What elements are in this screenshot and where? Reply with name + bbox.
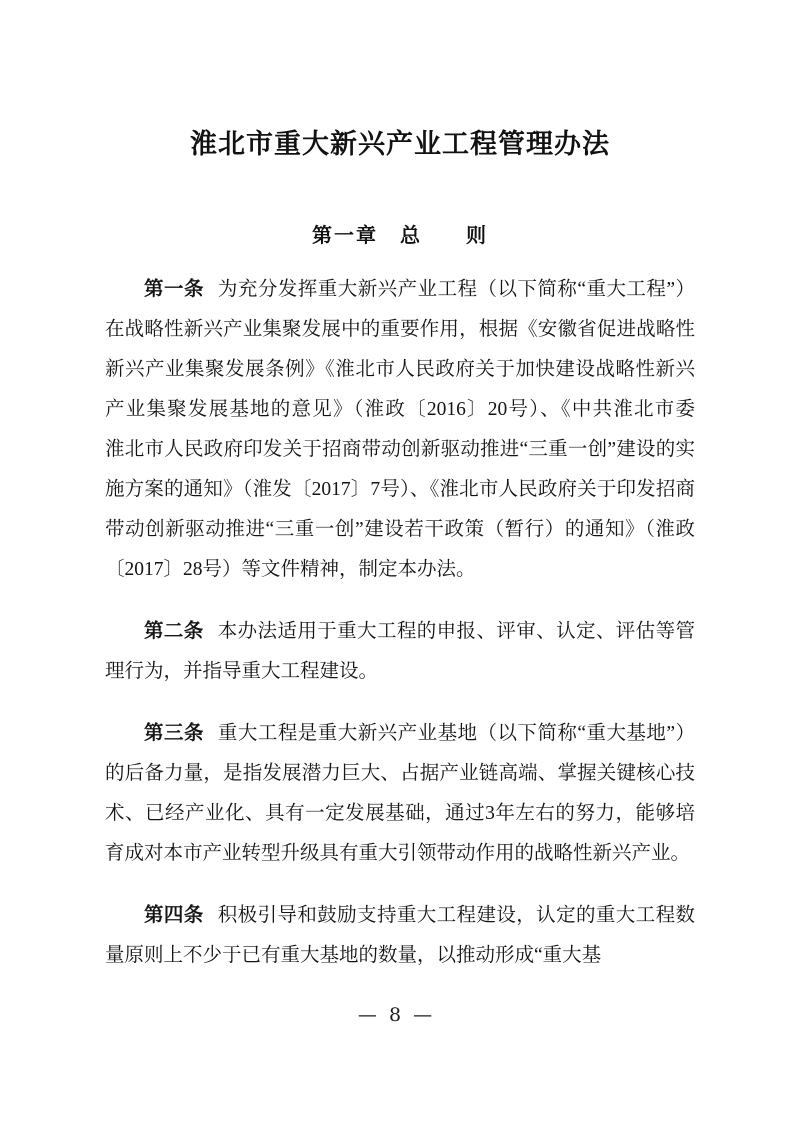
article-label: 第一条 (144, 279, 204, 300)
article-text: 重大工程是重大新兴产业基地（以下简称“重大基地”）的后备力量，是指发展潜力巨大、占据产业链高端、掌握关键核心技术、已经产业化、具有一定发展基础，通过3年左右的努力，能够培育成对本市产业转型升级具有重大引领带动作用的战略性新兴产业。 (105, 723, 695, 864)
article-text: 为充分发挥重大新兴产业工程（以下简称“重大工程”）在战略性新兴产业集聚发展中的重要作用，根据《安徽省促进战略性新兴产业集聚发展条例》《淮北市人民政府关于加快建设战略性新兴产业集聚发展基地的意见》（淮政〔2016〕20号）、《中共淮北市委 淮北市人民政府印发关于招商带动创新驱动推进“三重一创”建设的实施方案的通知》（淮发〔2017〕7号）、《淮北市人民政府关于印发招商带动创新驱动推进“三重一创”建设若干政策（暂行）的通知》（淮政〔2017〕28号）等文件精神，制定本办法。 (105, 279, 715, 580)
article-label: 第二条 (144, 621, 204, 642)
article-paragraph (105, 896, 695, 976)
article-label: 第三条 (144, 723, 204, 744)
document-body (105, 0, 715, 976)
page-number: — 8 — (357, 1004, 436, 1026)
article-label: 第四条 (144, 905, 204, 926)
article-text: 本办法适用于重大工程的申报、评审、认定、评估等管理行为，并指导重大工程建设。 (105, 621, 695, 682)
article-paragraph (105, 714, 695, 874)
chapter-heading: 第一章 总 则 (312, 223, 488, 247)
article-text: 积极引导和鼓励支持重大工程建设，认定的重大工程数量原则上不少于已有重大基地的数量，以推动形成“重大基 (105, 905, 695, 966)
page-title: 淮北市重大新兴产业工程管理办法 (190, 129, 610, 160)
article-paragraph (105, 270, 715, 590)
article-paragraph (105, 612, 695, 692)
